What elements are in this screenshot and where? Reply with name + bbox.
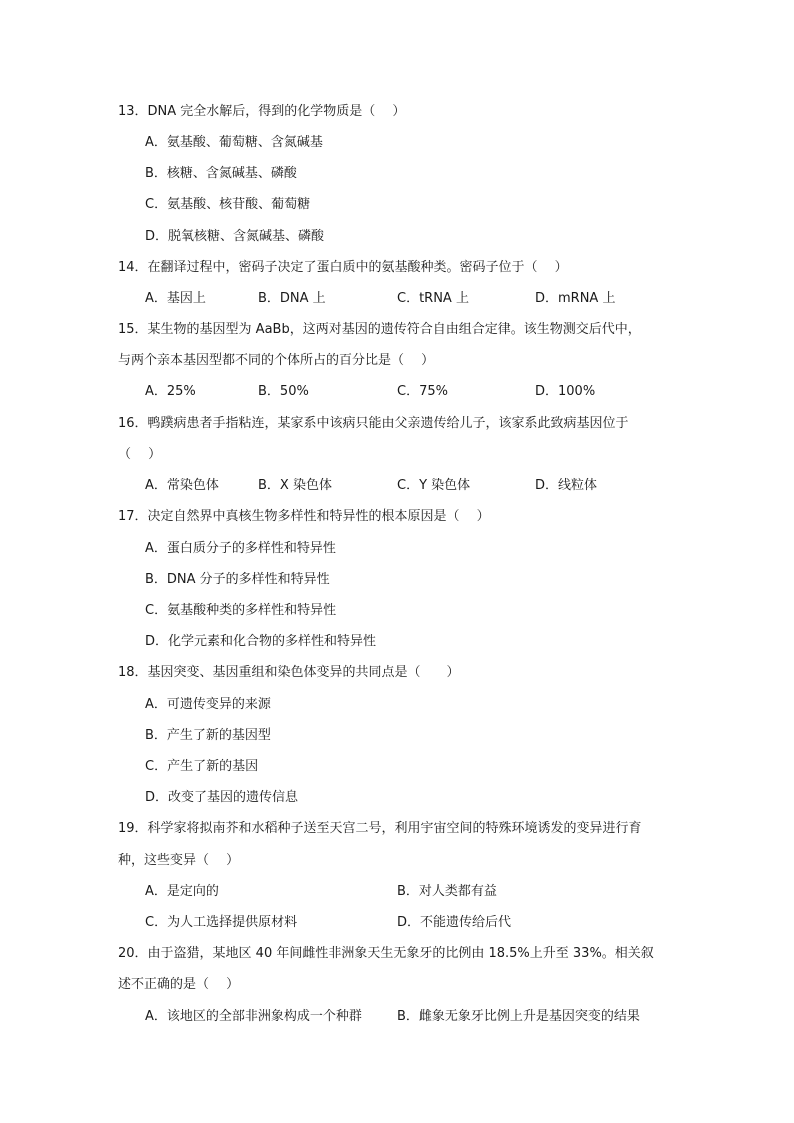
question-17-stem: 17．决定自然界中真核生物多样性和特异性的根本原因是（ ） [118,509,490,524]
question-14-stem: 14．在翻译过程中，密码子决定了蛋白质中的氨基酸种类。密码子位于（ ） [118,260,568,275]
question-18-option-c: C．产生了新的基因 [145,759,259,774]
question-13-stem: 13．DNA 完全水解后，得到的化学物质是（ ） [118,104,406,119]
question-19-stem-line-1: 19．科学家将拟南芥和水稻种子送至天宫二号，利用宇宙空间的特殊环境诱发的变异进行育 [118,821,642,836]
question-18-option-d: D．改变了基因的遗传信息 [145,790,299,805]
question-18-stem: 18．基因突变、基因重组和染色体变异的共同点是（ ） [118,665,460,680]
question-15-option-d: D．100% [535,384,596,399]
question-13-option-d: D．脱氧核糖、含氮碱基、磷酸 [145,229,325,244]
question-16-stem-line-1: 16．鸭蹼病患者手指粘连，某家系中该病只能由父亲遗传给儿子，该家系此致病基因位于 [118,416,629,431]
question-19-stem-line-2: 种，这些变异（ ） [118,853,240,868]
question-20-stem-line-2: 述不正确的是（ ） [118,977,240,992]
question-15-stem-line-1: 15．某生物的基因型为 AaBb，这两对基因的遗传符合自由组合定律。该生物测交后代中， [118,322,641,337]
question-16-option-c: C．Y 染色体 [397,478,471,493]
question-13-option-b: B．核糖、含氮碱基、磷酸 [145,166,297,181]
question-13-option-a: A．氨基酸、葡萄糖、含氮碱基 [145,135,323,150]
question-16-option-b: B．X 染色体 [258,478,332,493]
question-16-stem-line-2: （ ） [118,447,162,462]
question-13-option-c: C．氨基酸、核苷酸、葡萄糖 [145,197,311,212]
question-19-option-d: D．不能遗传给后代 [397,915,512,930]
question-20-option-a: A．该地区的全部非洲象构成一个种群 [145,1009,362,1024]
question-14-option-d: D．mRNA 上 [535,291,616,306]
question-17-option-b: B．DNA 分子的多样性和特异性 [145,572,330,587]
question-20-option-b: B．雌象无象牙比例上升是基因突变的结果 [397,1009,640,1024]
question-19-option-a: A．是定向的 [145,884,219,899]
question-14-option-a: A．基因上 [145,291,206,306]
question-15-option-a: A．25% [145,384,196,399]
question-15-option-c: C．75% [397,384,448,399]
question-17-option-d: D．化学元素和化合物的多样性和特异性 [145,634,377,649]
question-15-stem-line-2: 与两个亲本基因型都不同的个体所占的百分比是（ ） [118,353,435,368]
question-15-option-b: B．50% [258,384,309,399]
question-17-option-c: C．氨基酸种类的多样性和特异性 [145,603,337,618]
question-16-option-d: D．线粒体 [535,478,598,493]
question-14-option-c: C．tRNA 上 [397,291,469,306]
question-18-option-a: A．可遗传变异的来源 [145,697,271,712]
question-14-option-b: B．DNA 上 [258,291,326,306]
question-20-stem-line-1: 20．由于盗猎，某地区 40 年间雌性非洲象天生无象牙的比例由 18.5%上升至 33%。相关叙 [118,946,654,961]
question-18-option-b: B．产生了新的基因型 [145,728,271,743]
question-19-option-c: C．为人工选择提供原材料 [145,915,298,930]
question-17-option-a: A．蛋白质分子的多样性和特异性 [145,541,336,556]
question-16-option-a: A．常染色体 [145,478,219,493]
question-19-option-b: B．对人类都有益 [397,884,497,899]
